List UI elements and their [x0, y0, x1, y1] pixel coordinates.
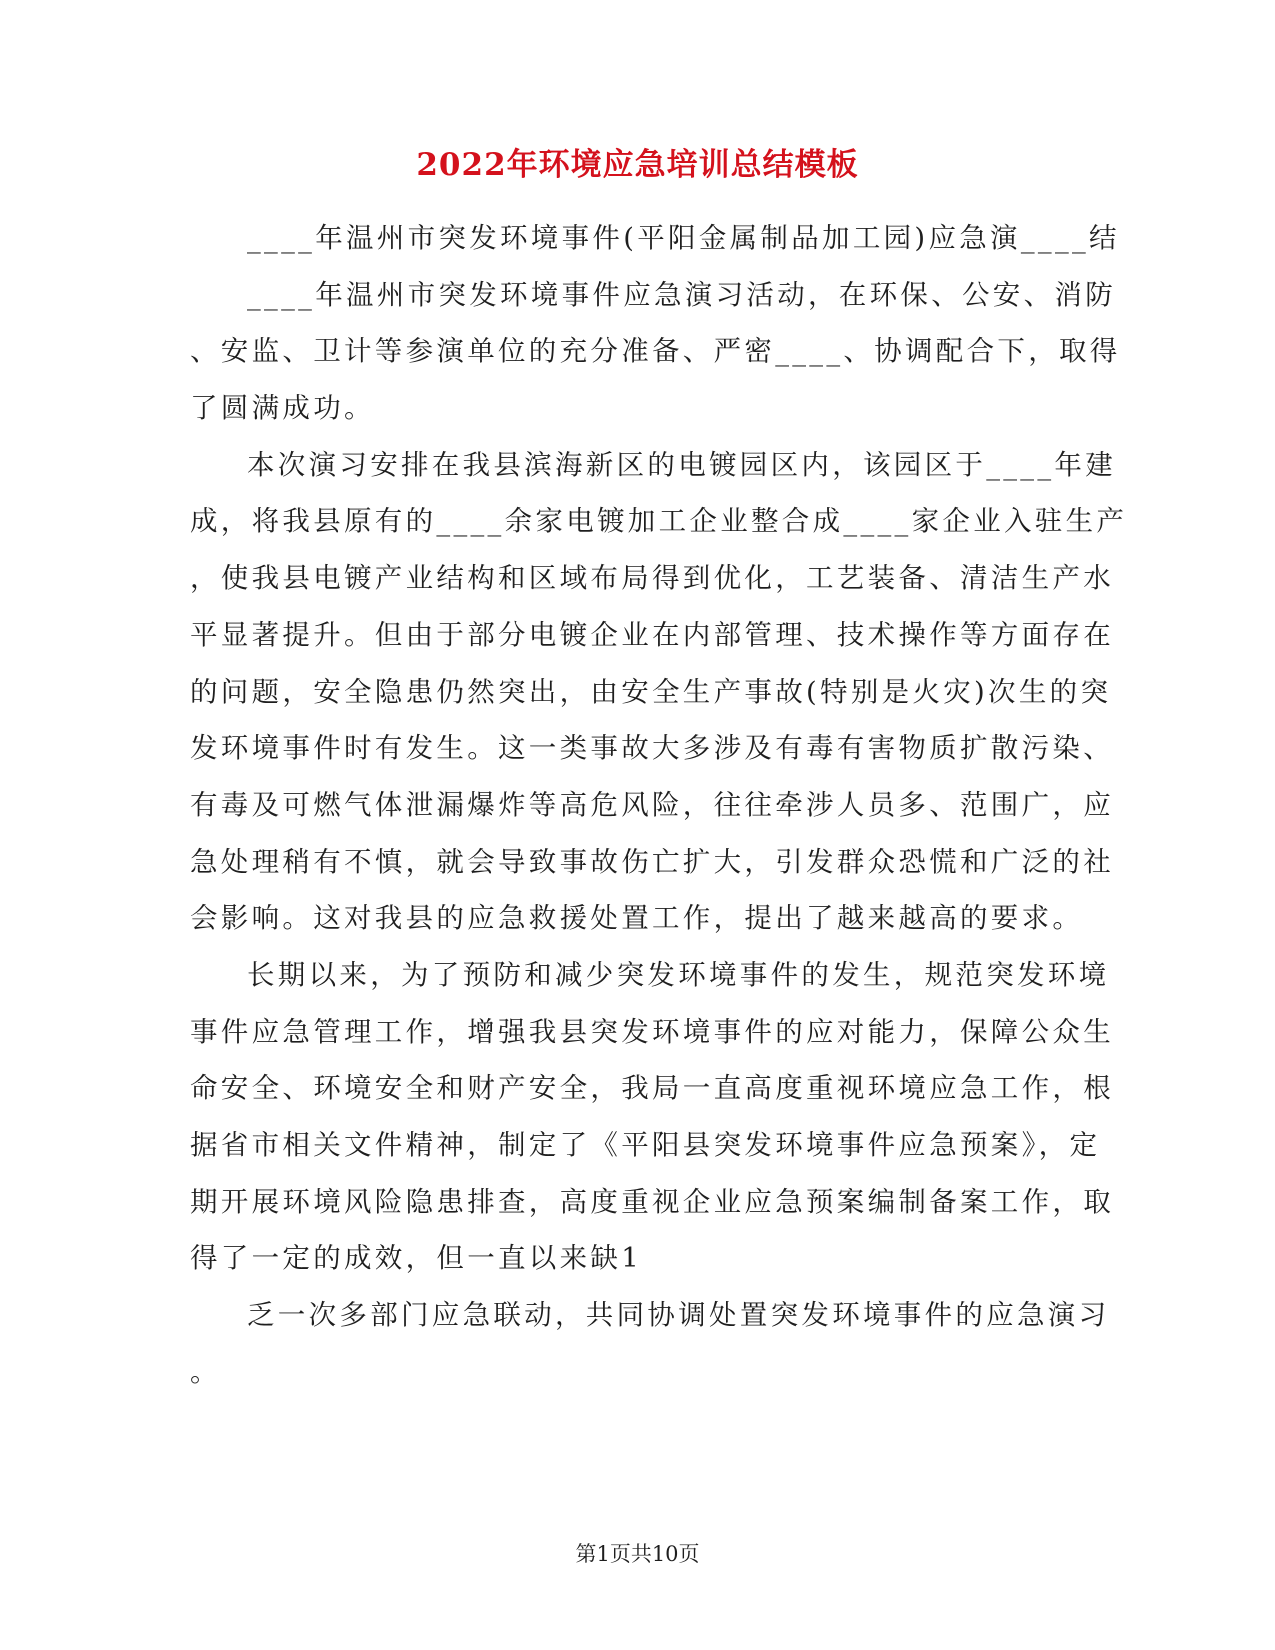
text-line: 急处理稍有不慎，就会导致事故伤亡扩大，引发群众恐慌和广泛的社: [190, 845, 1114, 878]
text-line: 会影响。这对我县的应急救援处置工作，提出了越来越高的要求。: [190, 902, 1084, 935]
text-line: 期开展环境风险隐患排查，高度重视企业应急预案编制备案工作，取: [190, 1185, 1114, 1218]
text-line: ____年温州市突发环境事件应急演习活动，在环保、公安、消防: [247, 278, 1116, 311]
text-line: 的问题，安全隐患仍然突出，由安全生产事故(特别是火灾)次生的突: [190, 675, 1112, 708]
text-line: 乏一次多部门应急联动，共同协调处置突发环境事件的应急演习: [247, 1299, 1110, 1332]
text-line: 。: [190, 1355, 221, 1388]
text-line: 了圆满成功。: [190, 392, 375, 425]
text-line: 长期以来，为了预防和减少突发环境事件的发生，规范突发环境: [247, 958, 1110, 991]
text-line: 本次演习安排在我县滨海新区的电镀园区内，该园区于____年建: [247, 448, 1116, 481]
text-line: 事件应急管理工作，增强我县突发环境事件的应对能力，保障公众生: [190, 1015, 1114, 1048]
text-line: 平显著提升。但由于部分电镀企业在内部管理、技术操作等方面存在: [190, 618, 1114, 651]
text-line: ，使我县电镀产业结构和区域布局得到优化，工艺装备、清洁生产水: [190, 562, 1114, 595]
text-line: 发环境事件时有发生。这一类事故大多涉及有毒有害物质扩散污染、: [190, 732, 1114, 765]
text-line: ____年温州市突发环境事件(平阳金属制品加工园)应急演____结: [247, 222, 1120, 254]
document-body: [190, 210, 1128, 1400]
text-line: 得了一定的成效，但一直以来缺1: [190, 1242, 642, 1275]
document-title: 2022年环境应急培训总结模板: [416, 147, 859, 183]
text-line: 有毒及可燃气体泄漏爆炸等高危风险，往往牵涉人员多、范围广，应: [190, 788, 1114, 821]
text-line: 据省市相关文件精神，制定了《平阳县突发环境事件应急预案》，定: [190, 1129, 1101, 1161]
text-line: 、安监、卫计等参演单位的充分准备、严密____、协调配合下，取得: [190, 335, 1121, 368]
text-line: 命安全、环境安全和财产安全，我局一直高度重视环境应急工作，根: [190, 1072, 1114, 1105]
page-footer: 第1页共10页: [575, 1542, 700, 1566]
text-line: 成，将我县原有的____余家电镀加工企业整合成____家企业入驻生产: [190, 505, 1128, 538]
